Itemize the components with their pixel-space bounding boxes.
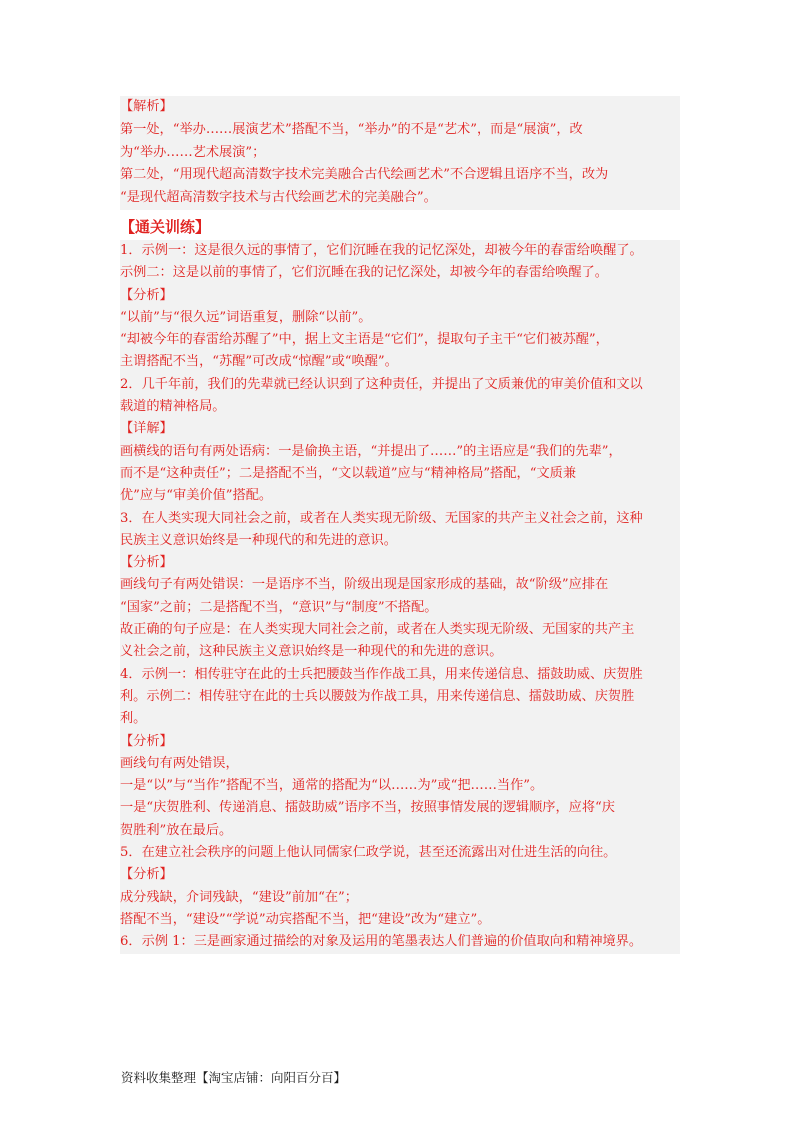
text-line: 【分析】 [120,733,173,749]
text-line: 利。示例二：相传驻守在此的士兵以腰鼓为作战工具，用来传递信息、擂鼓助威、庆贺胜 [120,688,635,704]
text-line: “是现代超高清数字技术与古代绘画艺术的完美融合”。 [120,190,437,206]
text-line: 5．在建立社会秩序的问题上他认同儒家仁政学说，甚至还流露出对仕进生活的向往。 [120,845,617,861]
text-line: 第一处，“举办……展演艺术”搭配不当，“举办”的不是“艺术”，而是“展演”，改 [120,121,583,137]
analysis-section [120,96,680,210]
text-line: 2．几千年前，我们的先辈就已经认识到了这种责任，并提出了文质兼优的审美价值和文以 [120,376,643,392]
training-section [120,240,680,954]
text-line: 【分析】 [120,287,173,303]
text-line: 故正确的句子应是：在人类实现大同社会之前，或者在人类实现无阶级、无国家的共产主 [120,622,635,638]
text-line: 为“举办……艺术展演”； [120,144,266,160]
text-line: 载道的精神格局。 [120,399,226,415]
text-line: 示例二：这是以前的事情了，它们沉睡在我的记忆深处，却被今年的春雷给唤醒了。 [120,265,608,281]
text-line: 【详解】 [120,421,173,437]
footer-note: 资料收集整理【淘宝店铺：向阳百分百】 [121,1070,347,1085]
text-line: 画横线的语句有两处语病：一是偷换主语，“并提出了……”的主语应是“我们的先辈”， [120,443,622,459]
text-line: “国家”之前；二是搭配不当，“意识”与“制度”不搭配。 [120,599,438,615]
text-line: 【解析】 [120,99,173,114]
section-heading: 【通关训练】 [120,218,211,236]
text-line: 6．示例 1：三是画家通过描绘的对象及运用的笔墨表达人们普遍的价值取向和精神境界。 [120,934,643,950]
text-line: 【分析】 [120,555,173,571]
text-line: 而不是“这种责任”；二是搭配不当，“文以载道”应与“精神格局”搭配，“文质兼 [120,465,577,481]
text-line: 优”应与“审美价值”搭配。 [120,488,273,504]
text-line: 3．在人类实现大同社会之前，或者在人类实现无阶级、无国家的共产主义社会之前，这种 [120,510,643,526]
text-line: 一是“庆贺胜利、传递消息、擂鼓助威”语序不当，按照事情发展的逻辑顺序，应将“庆 [120,800,615,816]
text-line: 第二处，“用现代超高清数字技术完美融合古代绘画艺术”不合逻辑且语序不当，改为 [120,167,609,183]
text-line: 【分析】 [120,867,173,883]
text-line: 画线句有两处错误， [120,755,239,771]
text-line: 贺胜利”放在最后。 [120,822,233,838]
text-line: 主谓搭配不当，“苏醒”可改成“惊醒”或“唤醒”。 [120,354,398,370]
text-line: 民族主义意识始终是一种现代的和先进的意识。 [120,532,397,548]
text-line: 成分残缺，介词残缺，“建设”前加“在”； [120,889,358,905]
text-line: “以前”与“很久远”词语重复，删除“以前”。 [120,309,372,325]
text-line: 利。 [120,711,147,727]
text-line: 画线句子有两处错误：一是语序不当，阶级出现是国家形成的基础，故“阶级”应排在 [120,577,609,593]
text-line: “却被今年的春雷给苏醒了”中，据上文主语是“它们”，提取句子主干“它们被苏醒”， [120,332,609,348]
text-line: 搭配不当，“建设”“学说”动宾搭配不当，把“建设”改为“建立”。 [120,911,491,927]
text-line: 义社会之前，这种民族主义意识始终是一种现代的和先进的意识。 [120,644,503,660]
text-line: 一是“以”与“当作”搭配不当，通常的搭配为“以……为”或“把……当作”。 [120,778,544,794]
text-line: 1．示例一：这是很久远的事情了，它们沉睡在我的记忆深处，却被今年的春雷给唤醒了。 [120,243,643,258]
text-line: 4．示例一：相传驻守在此的士兵把腰鼓当作作战工具，用来传递信息、擂鼓助威、庆贺胜 [120,666,643,682]
